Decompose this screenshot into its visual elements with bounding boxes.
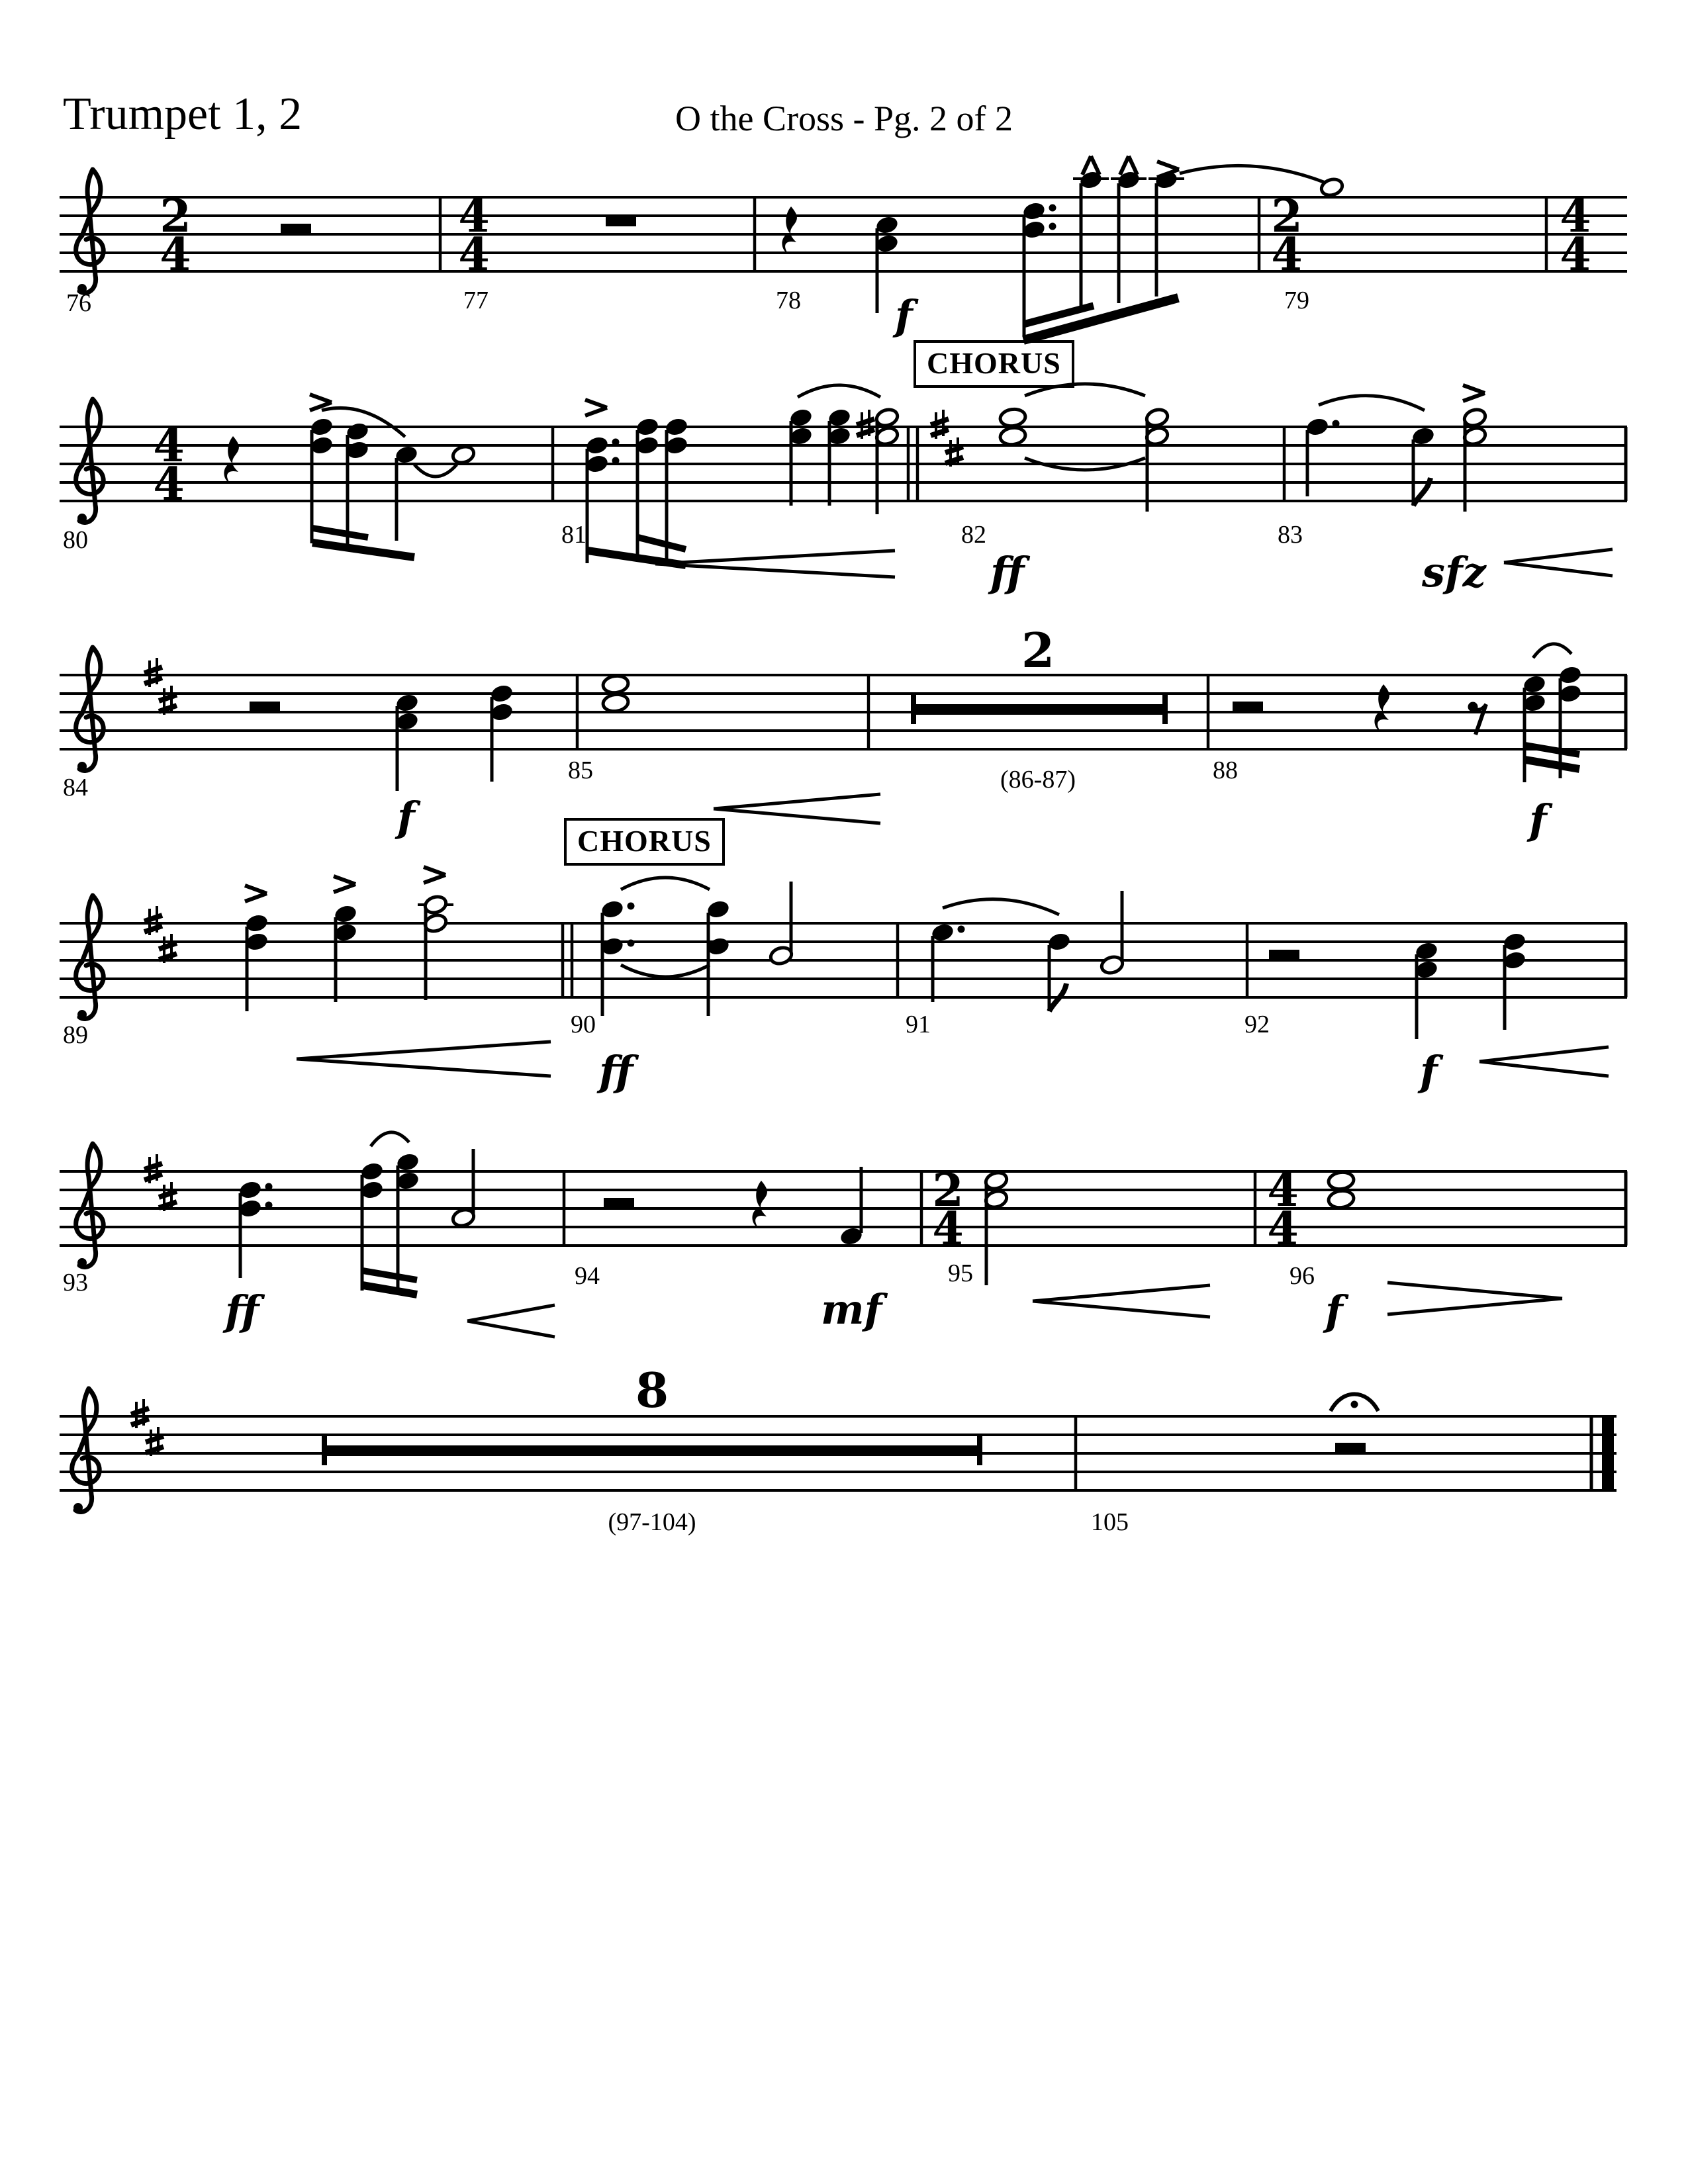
line [131, 1419, 149, 1425]
multimeasure-rest-number: 2 [1021, 622, 1055, 678]
treble-clef [77, 1258, 87, 1267]
line [1120, 156, 1129, 175]
dynamic-marking: f [397, 793, 415, 841]
quarter-rest [1374, 684, 1389, 732]
key-signature-sharp [159, 1182, 177, 1211]
line [424, 875, 445, 883]
line [131, 1408, 149, 1414]
notehead [1327, 1171, 1354, 1191]
key-signature-sharp [857, 410, 874, 439]
half-rest [604, 1198, 634, 1208]
hairpin-crescendo [1479, 1047, 1609, 1076]
hairpin-crescendo [467, 1305, 555, 1337]
treble-clef [76, 647, 104, 771]
line [334, 884, 355, 892]
treble-clef [77, 1010, 87, 1019]
key-signature-sharp [945, 437, 963, 467]
line [159, 1191, 177, 1197]
treble-clef [77, 762, 87, 771]
marcato-mark [1082, 156, 1100, 175]
accent-mark [1463, 385, 1485, 401]
note [874, 407, 900, 514]
augmentation-dot [958, 926, 965, 933]
part-name: Trumpet 1, 2 [63, 89, 303, 140]
measure-number: 91 [906, 1011, 931, 1038]
line [1129, 156, 1137, 175]
key-signature-sharp [144, 1154, 162, 1183]
marcato-mark [1120, 156, 1137, 175]
quarter-rest [224, 436, 238, 484]
note [788, 407, 814, 506]
key-signature-sharp [131, 1399, 149, 1428]
time-signature [1560, 190, 1591, 281]
dynamic-marking: ff [990, 548, 1025, 596]
hairpin-decrescendo [1387, 1283, 1562, 1314]
dynamic-marking: f [1325, 1287, 1343, 1335]
note [451, 444, 476, 465]
time-signature-numerator: 4 [1560, 190, 1591, 243]
line [857, 430, 874, 435]
line [585, 400, 607, 408]
time-signature-numerator: 4 [458, 190, 490, 243]
slur [943, 899, 1059, 915]
treble-clef [73, 1503, 83, 1512]
tie [1180, 165, 1325, 183]
measure-number: 78 [776, 287, 801, 314]
time-signature-numerator: 2 [932, 1164, 964, 1217]
dynamic-marking: f [1529, 796, 1547, 844]
measure-number: 77 [463, 287, 489, 314]
line [424, 867, 445, 875]
note [418, 894, 453, 1000]
beam [363, 1285, 417, 1295]
note [489, 683, 514, 782]
line [159, 954, 177, 960]
beam [312, 543, 414, 557]
tie [371, 1132, 409, 1146]
note [394, 444, 419, 541]
quarter-rest [752, 1181, 767, 1228]
line [146, 1436, 164, 1442]
line [245, 886, 267, 893]
beam [1525, 745, 1579, 754]
rehearsal-mark-chorus: CHORUS [564, 818, 725, 866]
hairpin-crescendo [714, 794, 880, 823]
line [144, 678, 162, 684]
multimeasure-rest-range: (97-104) [608, 1508, 696, 1536]
multimeasure-rest [324, 1435, 980, 1465]
measure-number: 93 [63, 1269, 88, 1297]
augmentation-dot [1049, 223, 1056, 230]
line [714, 794, 880, 809]
multimeasure-rest [914, 694, 1165, 724]
system-m80-83 [60, 384, 1627, 596]
multimeasure-rest-range: (86-87) [1000, 766, 1076, 794]
half-rest [1269, 950, 1299, 960]
hairpin-crescendo [655, 551, 895, 577]
half-rest [1335, 1443, 1366, 1453]
note [1073, 169, 1109, 310]
beam [312, 528, 368, 537]
line [159, 1202, 177, 1208]
time-signature-denominator: 4 [153, 458, 185, 511]
half-rest [250, 702, 280, 712]
augmentation-dot [265, 1183, 273, 1191]
line [159, 705, 177, 711]
treble-clef [76, 1144, 104, 1267]
circle [1351, 1401, 1358, 1408]
line [245, 893, 267, 901]
note [827, 407, 852, 506]
time-signature-denominator: 4 [458, 228, 490, 281]
measure-number: 89 [63, 1021, 88, 1049]
time-signature-denominator: 4 [1560, 228, 1591, 281]
line [585, 408, 607, 416]
notehead [1327, 1189, 1354, 1209]
measure-number: 96 [1289, 1262, 1315, 1290]
augmentation-dot [612, 457, 620, 465]
dynamic-marking: mf [821, 1285, 882, 1334]
hairpin-crescendo [297, 1042, 551, 1076]
line [1387, 1283, 1562, 1298]
treble-clef [72, 1388, 100, 1512]
note [1305, 416, 1339, 496]
time-signature [932, 1164, 963, 1255]
line [1387, 1298, 1562, 1314]
system-m76-79 [60, 156, 1627, 340]
line [857, 419, 874, 425]
line [1463, 385, 1485, 393]
line [1504, 563, 1613, 576]
note [839, 1167, 864, 1247]
line [1479, 1047, 1609, 1062]
notehead [1319, 177, 1344, 198]
line [310, 394, 332, 402]
beam [363, 1271, 417, 1280]
measure-number: 92 [1244, 1011, 1270, 1038]
augmentation-dot [265, 1202, 273, 1209]
note [1462, 407, 1487, 512]
line [655, 551, 895, 564]
time-signature [1271, 190, 1302, 281]
line [1157, 161, 1179, 169]
note [1319, 177, 1344, 198]
final-barline [1602, 1416, 1614, 1490]
line [714, 809, 880, 823]
time-signature [1267, 1164, 1298, 1255]
treble-clef [77, 514, 87, 523]
note [1145, 407, 1170, 512]
time-signature-numerator: 2 [1271, 190, 1303, 243]
accent-mark [1157, 161, 1179, 177]
measure-number: 80 [63, 526, 88, 554]
rehearsal-mark-chorus: CHORUS [914, 340, 1074, 388]
time-signature [153, 420, 184, 511]
slur [798, 385, 880, 397]
time-signature-numerator: 2 [160, 190, 191, 243]
measure-number: 94 [575, 1262, 600, 1290]
note [1411, 426, 1436, 506]
line [1082, 156, 1091, 175]
note [1414, 940, 1439, 1039]
measure-number: 81 [561, 521, 586, 549]
augmentation-dot [612, 439, 620, 446]
treble-clef [76, 895, 104, 1019]
line [297, 1059, 551, 1076]
measure-number: 76 [66, 289, 91, 317]
time-signature-denominator: 4 [932, 1203, 964, 1255]
measure-number: 105 [1091, 1508, 1129, 1536]
key-signature-sharp [159, 934, 177, 963]
note [1100, 891, 1125, 976]
system-m84-88 [60, 622, 1627, 844]
line [1479, 1062, 1609, 1076]
line [159, 943, 177, 949]
notehead [999, 426, 1026, 446]
line [146, 1447, 164, 1453]
augmentation-dot [628, 940, 635, 947]
line [1504, 549, 1613, 563]
multimeasure-rest-number: 8 [635, 1362, 669, 1418]
note [309, 416, 334, 543]
accent-mark [245, 886, 267, 901]
line [1091, 156, 1100, 175]
measure-number: 84 [63, 774, 88, 801]
tie [621, 965, 710, 977]
line [144, 1163, 162, 1169]
dynamic-marking: sfz [1422, 548, 1486, 596]
dynamic-marking: f [895, 291, 913, 340]
time-signature-denominator: 4 [1271, 228, 1303, 281]
note [333, 903, 358, 1002]
note [1558, 664, 1583, 778]
line [159, 695, 177, 701]
note [451, 1149, 476, 1228]
treble-clef [76, 169, 104, 293]
line [467, 1321, 555, 1337]
key-signature-sharp [931, 410, 949, 439]
note [1502, 931, 1527, 1030]
line [334, 876, 355, 884]
line [144, 926, 162, 932]
note [238, 1179, 272, 1278]
measure-number: 88 [1213, 756, 1238, 784]
note [345, 421, 370, 547]
line [297, 1042, 551, 1059]
accent-mark [424, 867, 445, 883]
slur [1533, 644, 1571, 658]
system-m93-96 [60, 1132, 1627, 1337]
line [655, 564, 895, 577]
accent-mark [334, 876, 355, 892]
key-signature-sharp [159, 686, 177, 715]
rect [914, 704, 1165, 715]
key-signature-sharp [144, 906, 162, 935]
augmentation-dot [628, 903, 635, 910]
accent-mark [585, 400, 607, 416]
tie [1025, 384, 1145, 396]
note [585, 435, 619, 563]
key-signature-sharp [144, 658, 162, 687]
rect [324, 1445, 980, 1456]
dynamic-marking: ff [225, 1287, 259, 1335]
time-signature-numerator: 4 [1267, 1164, 1299, 1217]
beam [638, 537, 686, 549]
slur [1319, 396, 1425, 410]
notehead [451, 444, 476, 465]
line [931, 419, 949, 425]
tie [621, 878, 710, 889]
note [395, 692, 420, 791]
time-signature-numerator: 4 [153, 420, 185, 473]
beam [1525, 760, 1579, 769]
line [144, 1174, 162, 1180]
measure-number: 82 [961, 521, 986, 549]
half-rest [281, 224, 311, 234]
treble-clef [76, 399, 104, 523]
note [930, 922, 964, 1002]
dynamic-marking: f [1420, 1047, 1438, 1095]
notehead [999, 408, 1026, 428]
dynamic-marking: ff [599, 1047, 633, 1095]
measure-number: 83 [1278, 521, 1303, 549]
note [1047, 931, 1072, 1011]
line [467, 1305, 555, 1321]
time-signature [458, 190, 489, 281]
measure-number: 90 [571, 1011, 596, 1038]
measure-number: 79 [1284, 287, 1309, 314]
notehead [602, 693, 629, 713]
page-title: O the Cross - Pg. 2 of 2 [675, 99, 1013, 138]
fermata [1331, 1394, 1378, 1412]
notehead [602, 674, 629, 694]
note [395, 1152, 420, 1293]
augmentation-dot [1049, 205, 1056, 212]
half-rest [1233, 702, 1263, 712]
line [945, 457, 963, 463]
key-signature-sharp [146, 1427, 164, 1456]
measure-number: 85 [568, 756, 593, 784]
line [144, 915, 162, 921]
system-m89-92 [60, 867, 1627, 1095]
line [945, 447, 963, 453]
note [1111, 169, 1147, 303]
line [931, 430, 949, 435]
augmentation-dot [1333, 420, 1340, 428]
measure-number: 95 [948, 1259, 973, 1287]
time-signature-denominator: 4 [1267, 1203, 1299, 1255]
line [1033, 1301, 1210, 1317]
time-signature [160, 190, 191, 281]
time-signature-denominator: 4 [160, 228, 191, 281]
hairpin-crescendo [1504, 549, 1613, 576]
tie [414, 465, 457, 477]
line [144, 667, 162, 673]
note [664, 416, 689, 561]
hairpin-crescendo [1033, 1285, 1210, 1317]
whole-rest [606, 216, 636, 226]
system-m97-105 [60, 1362, 1617, 1536]
line [1463, 393, 1485, 401]
quarter-rest [782, 206, 796, 254]
line [1033, 1285, 1210, 1301]
